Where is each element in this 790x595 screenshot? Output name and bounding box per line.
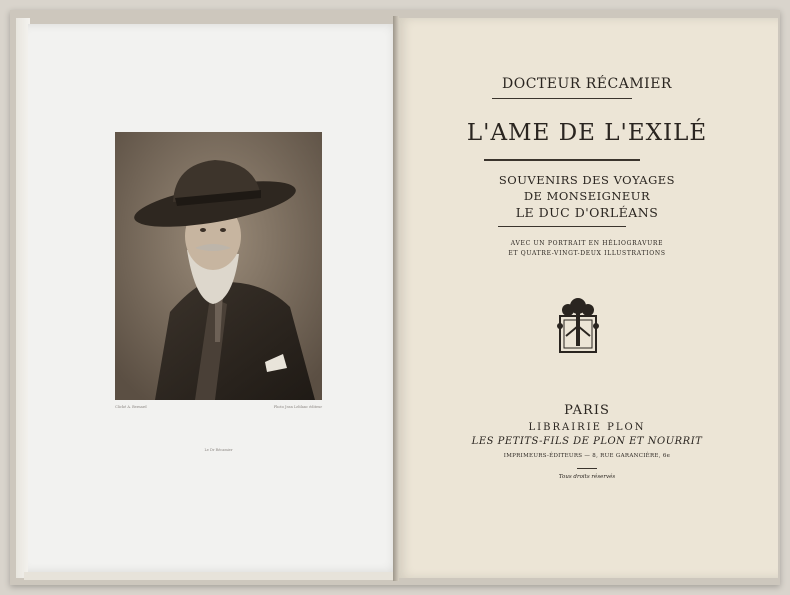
photo-credit-left: Cliché A. Bernard — [115, 405, 147, 409]
book-gutter — [393, 16, 399, 581]
divider-rule — [484, 159, 640, 161]
divider-rule — [492, 98, 632, 99]
open-book — [10, 10, 780, 585]
subtitle-line: LE DUC D'ORLÉANS — [515, 205, 659, 220]
publisher-emblem-icon — [550, 296, 606, 356]
illustration-note: AVEC UN PORTRAIT EN HÉLIOGRAVURE — [510, 240, 664, 247]
portrait-photograph — [115, 132, 322, 400]
subtitle-line: DE MONSEIGNEUR — [523, 189, 651, 203]
bottom-page-edge — [24, 572, 394, 580]
publisher-name: LIBRAIRIE PLON — [528, 422, 646, 433]
publisher-address: IMPRIMEURS-ÉDITEURS — 8, RUE GARANCIÈRE, 6e — [503, 453, 671, 459]
photo-credits — [115, 405, 322, 409]
divider-rule — [498, 226, 626, 227]
author-name: DOCTEUR RÉCAMIER — [502, 76, 672, 92]
plate-caption: Le Dr Récamier — [204, 448, 233, 452]
publisher-subtitle: LES PETITS-FILS DE PLON ET NOURRIT — [471, 436, 703, 447]
title-page — [396, 18, 778, 578]
divider-rule — [577, 468, 597, 469]
illustration-note: ET QUATRE-VINGT-DEUX ILLUSTRATIONS — [508, 250, 666, 257]
book-title: L'AME DE L'EXILÉ — [466, 120, 708, 146]
rights-notice: Tous droits réservés — [558, 474, 616, 480]
photo-credit-right: Photo Jean Leblanc éditeur — [273, 405, 322, 409]
subtitle-line: SOUVENIRS DES VOYAGES — [498, 173, 676, 187]
publication-city: PARIS — [564, 403, 610, 418]
